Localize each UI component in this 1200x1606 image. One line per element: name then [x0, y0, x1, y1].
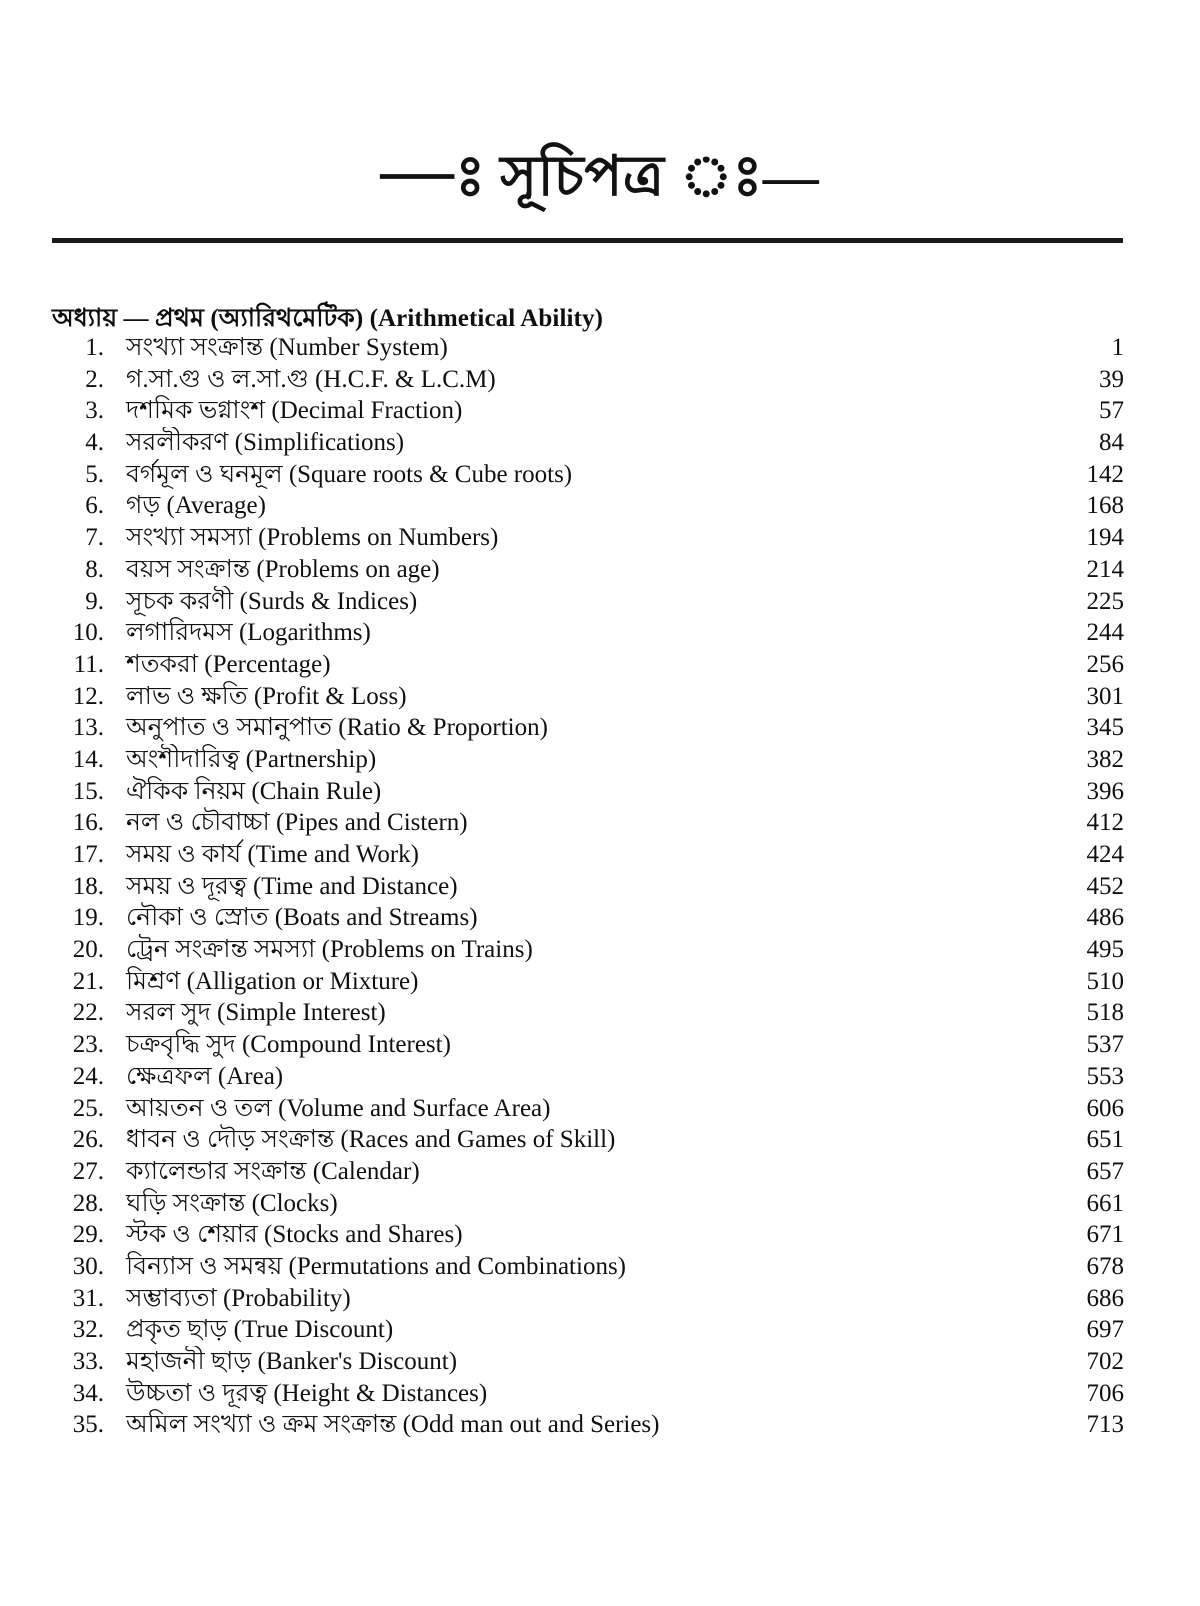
toc-entry-title[interactable]: ঐকিক নিয়ম (Chain Rule) [126, 777, 382, 805]
toc-entry-number: 32. [72, 1316, 104, 1344]
toc-entry-number: 31. [72, 1284, 104, 1312]
toc-entry-row[interactable] [52, 1093, 1124, 1125]
toc-entry-number: 11. [73, 650, 104, 678]
toc-entry-page-number: 606 [1086, 1094, 1124, 1122]
toc-entry-row[interactable] [52, 807, 1124, 839]
toc-entry-title[interactable]: উচ্চতা ও দূরত্ব (Height & Distances) [126, 1379, 488, 1407]
toc-entry-page-number: 518 [1086, 999, 1124, 1027]
toc-entry-page-number: 244 [1086, 619, 1124, 647]
toc-entry-title[interactable]: লগারিদমস (Logarithms) [126, 619, 371, 647]
toc-entry-number: 12. [72, 682, 104, 710]
toc-entry-number: 2. [85, 365, 104, 393]
toc-entry-page-number: 452 [1086, 872, 1124, 900]
toc-entry-page-number: 194 [1086, 524, 1124, 552]
toc-entry-row[interactable] [52, 1029, 1124, 1061]
toc-entry-number: 1. [85, 334, 104, 361]
toc-entry-page-number: 214 [1086, 555, 1124, 583]
toc-entry-title[interactable]: সংখ্যা সংক্রান্ত (Number System) [126, 334, 448, 361]
toc-entry-title[interactable]: সম্ভাব্যতা (Probability) [126, 1284, 351, 1312]
toc-entry-title[interactable]: স্টক ও শেয়ার (Stocks and Shares) [126, 1221, 463, 1249]
toc-entry-page-number: 57 [1099, 397, 1124, 425]
toc-entry-title[interactable]: অংশীদারিত্ব (Partnership) [126, 745, 377, 773]
toc-entry-title[interactable]: সূচক করণী (Surds & Indices) [126, 587, 418, 615]
toc-entry-title[interactable]: দশমিক ভগ্নাংশ (Decimal Fraction) [126, 397, 463, 425]
toc-entry-page-number: 657 [1086, 1157, 1124, 1185]
toc-entry-title[interactable]: শতকরা (Percentage) [126, 650, 331, 678]
toc-entry-page-number: 424 [1086, 841, 1124, 868]
toc-entry-row[interactable] [52, 522, 1124, 554]
toc-entry-row[interactable] [52, 490, 1124, 522]
toc-entry-number: 18. [72, 872, 104, 900]
toc-entry-page-number: 301 [1086, 682, 1124, 710]
toc-entry-title[interactable]: প্রকৃত ছাড় (True Discount) [126, 1316, 394, 1344]
toc-entry-row[interactable] [52, 1188, 1124, 1220]
toc-entry-title[interactable]: গড় (Average) [126, 492, 266, 520]
toc-entry-number: 28. [72, 1189, 104, 1217]
title-divider-rule [52, 238, 1123, 243]
toc-entry-title[interactable]: অমিল সংখ্যা ও ক্রম সংক্রান্ত (Odd man out and Series) [126, 1411, 660, 1439]
toc-entry-number: 33. [72, 1348, 104, 1375]
toc-entry-page-number: 553 [1086, 1062, 1124, 1090]
toc-entry-number: 34. [72, 1379, 104, 1407]
toc-entry-row[interactable] [52, 1314, 1124, 1346]
toc-entry-row[interactable] [52, 712, 1124, 744]
toc-entry-page-number: 661 [1086, 1189, 1124, 1217]
toc-entry-page-number: 713 [1086, 1411, 1124, 1439]
toc-entry-row[interactable] [52, 1061, 1124, 1093]
toc-entry-page-number: 1 [1111, 334, 1124, 361]
toc-entry-row[interactable] [52, 1378, 1124, 1410]
toc-entry-page-number: 225 [1086, 587, 1124, 615]
page-title: —ঃ সূচিপত্র ঃ— [380, 146, 820, 208]
toc-entry-number: 6. [85, 492, 104, 520]
toc-entry-number: 29. [72, 1221, 104, 1249]
toc-entry-row[interactable] [52, 934, 1124, 966]
toc-entry-row[interactable] [52, 395, 1124, 427]
toc-entry-page-number: 510 [1086, 967, 1124, 995]
toc-entry-number: 10. [72, 619, 104, 647]
toc-entry-number: 16. [72, 809, 104, 837]
toc-entry-number: 35. [72, 1411, 104, 1439]
toc-entry-number: 17. [72, 841, 104, 868]
toc-entry-row[interactable] [52, 649, 1124, 681]
toc-entry-title[interactable]: সময় ও দূরত্ব (Time and Distance) [126, 872, 458, 900]
toc-entry-number: 13. [72, 714, 104, 742]
toc-entry-row[interactable] [52, 1156, 1124, 1188]
toc-entry-row[interactable] [52, 554, 1124, 586]
toc-entry-title[interactable]: ট্রেন সংক্রান্ত সমস্যা (Problems on Trains) [126, 936, 533, 964]
toc-entry-title[interactable]: আয়তন ও তল (Volume and Surface Area) [126, 1094, 551, 1122]
toc-entry-number: 22. [72, 999, 104, 1027]
toc-entry-title[interactable]: মিশ্রণ (Alligation or Mixture) [126, 967, 419, 995]
toc-entry-page-number: 495 [1086, 936, 1124, 964]
toc-entry-page-number: 486 [1086, 904, 1124, 932]
toc-entry-title[interactable]: চক্রবৃদ্ধি সুদ (Compound Interest) [126, 1031, 451, 1059]
toc-entry-title[interactable]: মহাজনী ছাড় (Banker's Discount) [126, 1348, 458, 1375]
toc-entry-row[interactable] [52, 1346, 1124, 1378]
toc-entry-page-number: 382 [1086, 745, 1124, 773]
toc-entry-page-number: 678 [1086, 1252, 1124, 1280]
toc-entry-row[interactable] [52, 681, 1124, 713]
toc-entry-row[interactable] [52, 776, 1124, 808]
toc-entry-number: 3. [85, 397, 104, 425]
toc-entry-number: 30. [72, 1252, 104, 1280]
toc-entry-row[interactable] [52, 966, 1124, 998]
table-of-contents-list [52, 332, 1124, 1441]
toc-entry-title[interactable]: সরল সুদ (Simple Interest) [126, 999, 386, 1027]
toc-entry-title[interactable]: ক্ষেত্রফল (Area) [126, 1062, 284, 1090]
toc-entry-row[interactable] [52, 902, 1124, 934]
chapter-heading: অধ্যায় — প্রথম (অ্যারিথমেটিক) (Arithmetical Ability) [52, 305, 604, 332]
toc-entry-title[interactable]: ক্যালেন্ডার সংক্রান্ত (Calendar) [126, 1157, 420, 1185]
toc-entry-page-number: 168 [1086, 492, 1124, 520]
toc-entry-page-number: 671 [1086, 1221, 1124, 1249]
toc-entry-page-number: 39 [1099, 365, 1124, 393]
toc-entry-row[interactable] [52, 364, 1124, 396]
toc-entry-number: 19. [72, 904, 104, 932]
toc-entry-number: 8. [85, 555, 104, 583]
toc-entry-title[interactable]: বয়স সংক্রান্ত (Problems on age) [126, 555, 440, 583]
toc-entry-title[interactable]: অনুপাত ও সমানুপাত (Ratio & Proportion) [126, 714, 548, 742]
toc-entry-page-number: 412 [1086, 809, 1124, 837]
toc-entry-row[interactable] [52, 744, 1124, 776]
toc-entry-title[interactable]: লাভ ও ক্ষতি (Profit & Loss) [126, 682, 407, 710]
toc-entry-page-number: 142 [1086, 460, 1124, 488]
toc-entry-number: 25. [72, 1094, 104, 1122]
toc-entry-title[interactable]: ঘড়ি সংক্রান্ত (Clocks) [126, 1189, 338, 1217]
toc-entry-row[interactable] [52, 586, 1124, 618]
toc-entry-row[interactable] [52, 871, 1124, 903]
toc-entry-number: 14. [72, 745, 104, 773]
toc-entry-row[interactable] [52, 427, 1124, 459]
toc-entry-page-number: 345 [1086, 714, 1124, 742]
toc-entry-page-number: 84 [1099, 429, 1124, 457]
toc-entry-row[interactable] [52, 1283, 1124, 1315]
toc-entry-number: 4. [85, 429, 104, 457]
toc-entry-number: 9. [85, 587, 104, 615]
toc-entry-page-number: 706 [1086, 1379, 1124, 1407]
toc-entry-page-number: 537 [1086, 1031, 1124, 1059]
toc-entry-page-number: 396 [1086, 777, 1124, 805]
toc-entry-row[interactable] [52, 997, 1124, 1029]
toc-entry-number: 21. [72, 967, 104, 995]
toc-entry-row[interactable] [52, 459, 1124, 491]
toc-entry-title[interactable]: বর্গমূল ও ঘনমূল (Square roots & Cube roots) [126, 460, 573, 488]
toc-entry-page-number: 702 [1086, 1348, 1124, 1375]
toc-entry-number: 5. [85, 460, 104, 488]
toc-entry-row[interactable] [52, 1409, 1124, 1441]
toc-entry-number: 27. [72, 1157, 104, 1185]
toc-entry-number: 7. [85, 524, 104, 552]
toc-entry-number: 15. [72, 777, 104, 805]
toc-entry-number: 23. [72, 1031, 104, 1059]
toc-entry-row[interactable] [52, 839, 1124, 871]
toc-entry-title[interactable]: গ.সা.গু ও ল.সা.গু (H.C.F. & L.C.M) [126, 365, 496, 393]
toc-entry-title[interactable]: ধাবন ও দৌড় সংক্রান্ত (Races and Games of Skill) [126, 1126, 616, 1154]
toc-entry-row[interactable] [52, 617, 1124, 649]
toc-entry-title[interactable]: সরলীকরণ (Simplifications) [126, 429, 405, 457]
toc-entry-row[interactable] [52, 1219, 1124, 1251]
toc-entry-page-number: 697 [1086, 1316, 1124, 1344]
toc-entry-page-number: 256 [1086, 650, 1124, 678]
toc-entry-row[interactable] [52, 1124, 1124, 1156]
page-title-block [0, 148, 1200, 207]
toc-entry-page-number: 651 [1086, 1126, 1124, 1154]
toc-entry-number: 26. [72, 1126, 104, 1154]
toc-entry-number: 24. [72, 1062, 104, 1090]
toc-entry-title[interactable]: নল ও চৌবাচ্চা (Pipes and Cistern) [126, 809, 468, 837]
toc-entry-page-number: 686 [1086, 1284, 1124, 1312]
toc-entry-title[interactable]: বিন্যাস ও সমন্বয় (Permutations and Combinations) [126, 1252, 627, 1280]
toc-entry-title[interactable]: নৌকা ও স্রোত (Boats and Streams) [126, 904, 478, 932]
toc-entry-title[interactable]: সময় ও কার্য (Time and Work) [126, 841, 420, 868]
toc-entry-row[interactable] [52, 1251, 1124, 1283]
toc-entry-title[interactable]: সংখ্যা সমস্যা (Problems on Numbers) [126, 524, 499, 552]
toc-entry-number: 20. [72, 936, 104, 964]
toc-entry-row[interactable] [52, 332, 1124, 364]
